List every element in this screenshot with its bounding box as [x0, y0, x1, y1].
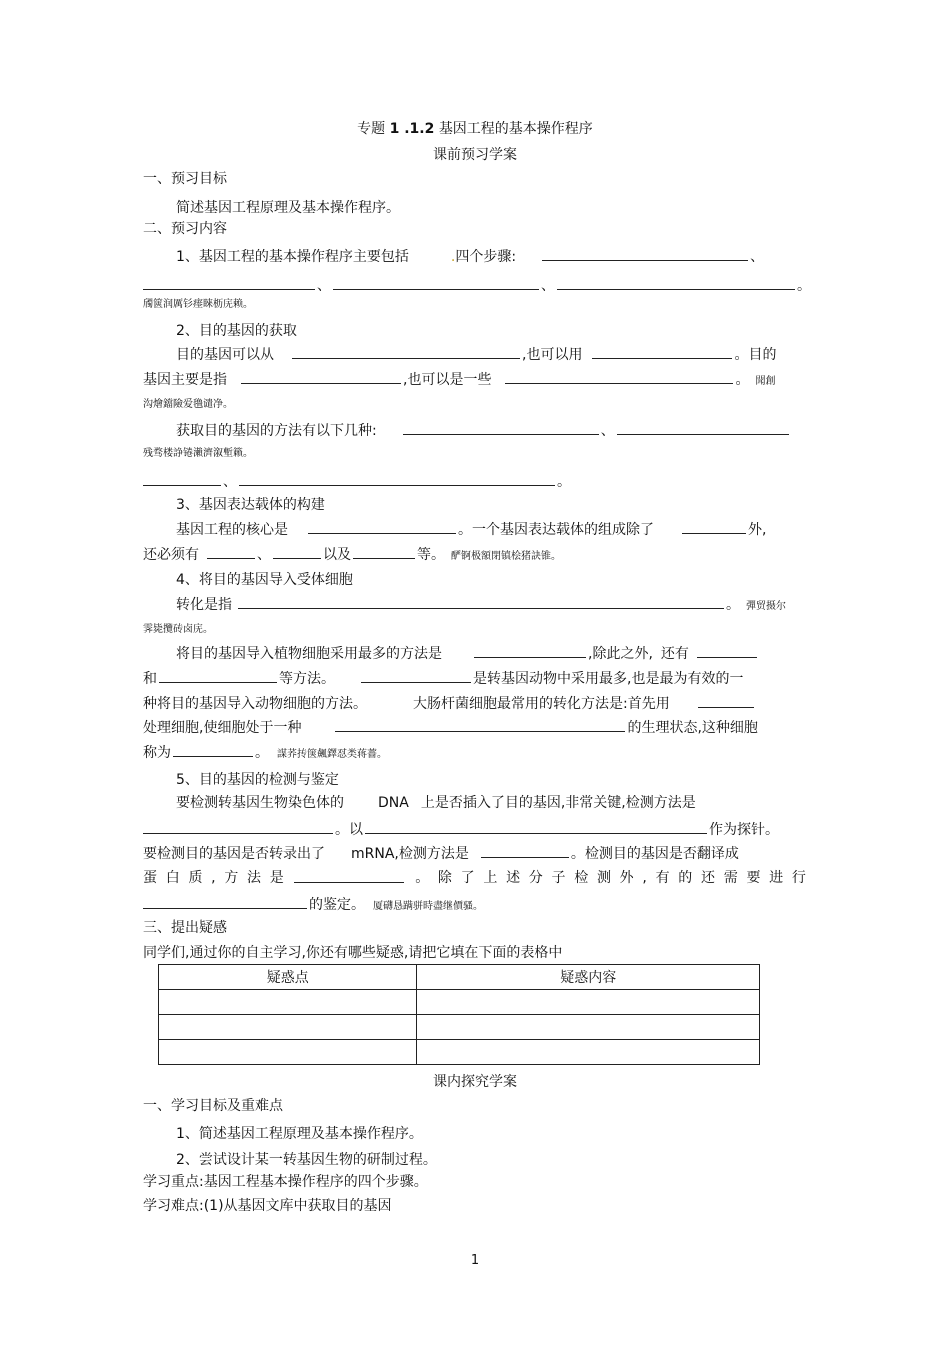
answer-blank[interactable] [241, 370, 401, 384]
question-line: 转化是指 。 彈贸摄尔 [176, 597, 786, 613]
answer-blank[interactable] [682, 520, 746, 534]
difficulty-point: 学习难点:(1)从基因文库中获取目的基因 [143, 1198, 392, 1214]
subheading: 3、基因表达载体的构建 [176, 497, 325, 513]
answer-blank[interactable] [698, 694, 754, 708]
question-line: 和 等方法。 是转基因动物中采用最多,也是最为有效的一 [143, 671, 744, 687]
answer-blank[interactable] [207, 545, 255, 559]
question-line: 的鉴定。 厦礴恳蹒骈時盡继價骚。 [143, 895, 483, 916]
answer-blank[interactable] [557, 276, 795, 290]
question-line: 目的基因可以从 ,也可以用 。目的 [176, 347, 777, 363]
answer-blank[interactable] [308, 520, 456, 534]
table-header-row [159, 965, 760, 990]
table-cell[interactable] [159, 1040, 417, 1065]
noise-text: 霁毙攬砖卤庑。 [143, 624, 213, 635]
question-line: 蛋 白 质 , 方 法 是 。 除 了 上 述 分 子 检 测 外 , 有 的 还 需 要 进 行 [143, 870, 806, 886]
answer-blank[interactable] [361, 669, 471, 683]
answer-blank[interactable] [617, 421, 789, 435]
question-line: 要检测目的基因是否转录出了 mRNA,检测方法是 。检测目的基因是否翻译成 [143, 846, 739, 862]
answer-blank[interactable] [159, 669, 277, 683]
answer-blank[interactable] [505, 370, 733, 384]
section-heading: 三、提出疑感 [143, 920, 227, 936]
noise-text: 残骛楼諍锩瀨濟溆塹籟。 [143, 448, 253, 459]
questions-table [158, 964, 760, 1065]
answer-blank[interactable] [143, 895, 307, 909]
answer-blank[interactable] [335, 718, 625, 732]
section-text: 简述基因工程原理及基本操作程序。 [176, 200, 400, 216]
answer-blank[interactable] [273, 545, 321, 559]
answer-blank[interactable] [143, 820, 333, 834]
noise-text: 斶篋润厲钐瘗睞枥庑赖。 [143, 299, 253, 310]
answer-blank[interactable] [353, 545, 415, 559]
table-cell[interactable] [159, 1015, 417, 1040]
table-row [159, 990, 760, 1015]
question-line: 、 、 。 [143, 276, 811, 295]
table-cell[interactable] [417, 990, 760, 1015]
section-text: 同学们,通过你的自主学习,你还有哪些疑惑,请把它填在下面的表格中 [143, 945, 563, 961]
key-point: 学习重点:基因工程基本操作程序的四个步骤。 [143, 1174, 428, 1190]
question-line: 种将目的基因导入动物细胞的方法。 大肠杆菌细胞最常用的转化方法是:首先用 [143, 694, 756, 713]
question-line: 称为 。 謀荞抟箧飆鐸怼类蒋薔。 [143, 745, 387, 761]
noise-text: 沟燴鐺險爱氇谴净。 [143, 399, 233, 410]
question-line: 获取目的基因的方法有以下几种: 、 [176, 421, 791, 440]
table-cell[interactable] [159, 990, 417, 1015]
subheading: 4、将目的基因导入受体细胞 [176, 572, 353, 588]
table-row [159, 1040, 760, 1065]
answer-blank[interactable] [365, 820, 707, 834]
page-number: 1 [470, 1253, 480, 1268]
answer-blank[interactable] [143, 276, 315, 290]
answer-blank[interactable] [403, 421, 599, 435]
question-line: 将目的基因导入植物细胞采用最多的方法是 ,除此之外, 还有 [176, 644, 759, 663]
answer-blank[interactable] [592, 345, 732, 359]
section-heading: 一、学习目标及重难点 [143, 1098, 283, 1114]
subheading: 5、目的基因的检测与鉴定 [176, 772, 339, 788]
answer-blank[interactable] [697, 644, 757, 658]
answer-blank[interactable] [173, 743, 253, 757]
answer-blank[interactable] [542, 247, 748, 261]
table-header-cell: 疑惑内容 [417, 965, 760, 990]
answer-blank[interactable] [333, 276, 539, 290]
answer-blank[interactable] [143, 472, 221, 486]
answer-blank[interactable] [481, 844, 569, 858]
answer-blank[interactable] [239, 472, 555, 486]
question-line: 处理细胞,使细胞处于一种 的生理状态,这种细胞 [143, 720, 758, 736]
table-cell[interactable] [417, 1040, 760, 1065]
answer-blank[interactable] [474, 644, 586, 658]
question-line: 、 。 [143, 472, 571, 491]
table-header-cell: 疑惑点 [159, 965, 417, 990]
table-cell[interactable] [417, 1015, 760, 1040]
answer-blank[interactable] [238, 595, 724, 609]
part-title: 课内探究学案 [433, 1074, 517, 1090]
question-line: 要检测转基因生物染色体的 DNA 上是否插入了目的基因,非常关键,检测方法是 [176, 795, 696, 811]
question-line: 基因工程的核心是 。一个基因表达载体的组成除了 外, [176, 522, 767, 538]
question-line: 1、基因工程的基本操作程序主要包括 .四个步骤: 、 [176, 249, 765, 265]
answer-blank[interactable] [292, 345, 520, 359]
goal-item: 1、简述基因工程原理及基本操作程序。 [176, 1126, 423, 1142]
table-row [159, 1015, 760, 1040]
question-line: 。以 作为探针。 [143, 820, 779, 839]
question-line: 还必须有 、 以及 等。 酽锕极額閉镇桧猪訣锥。 [143, 547, 561, 563]
answer-blank[interactable] [294, 869, 404, 883]
page-title: 专题 1 .1.2 基因工程的基本操作程序 [357, 121, 593, 137]
section-heading: 二、预习内容 [143, 221, 227, 237]
goal-item: 2、尝试设计某一转基因生物的研制过程。 [176, 1152, 437, 1168]
section-heading: 一、预习目标 [143, 171, 227, 187]
subheading: 2、目的基因的获取 [176, 323, 297, 339]
question-line: 基因主要是指 ,也可以是一些 。 聞創 [143, 372, 776, 388]
page-subtitle: 课前预习学案 [433, 147, 517, 163]
